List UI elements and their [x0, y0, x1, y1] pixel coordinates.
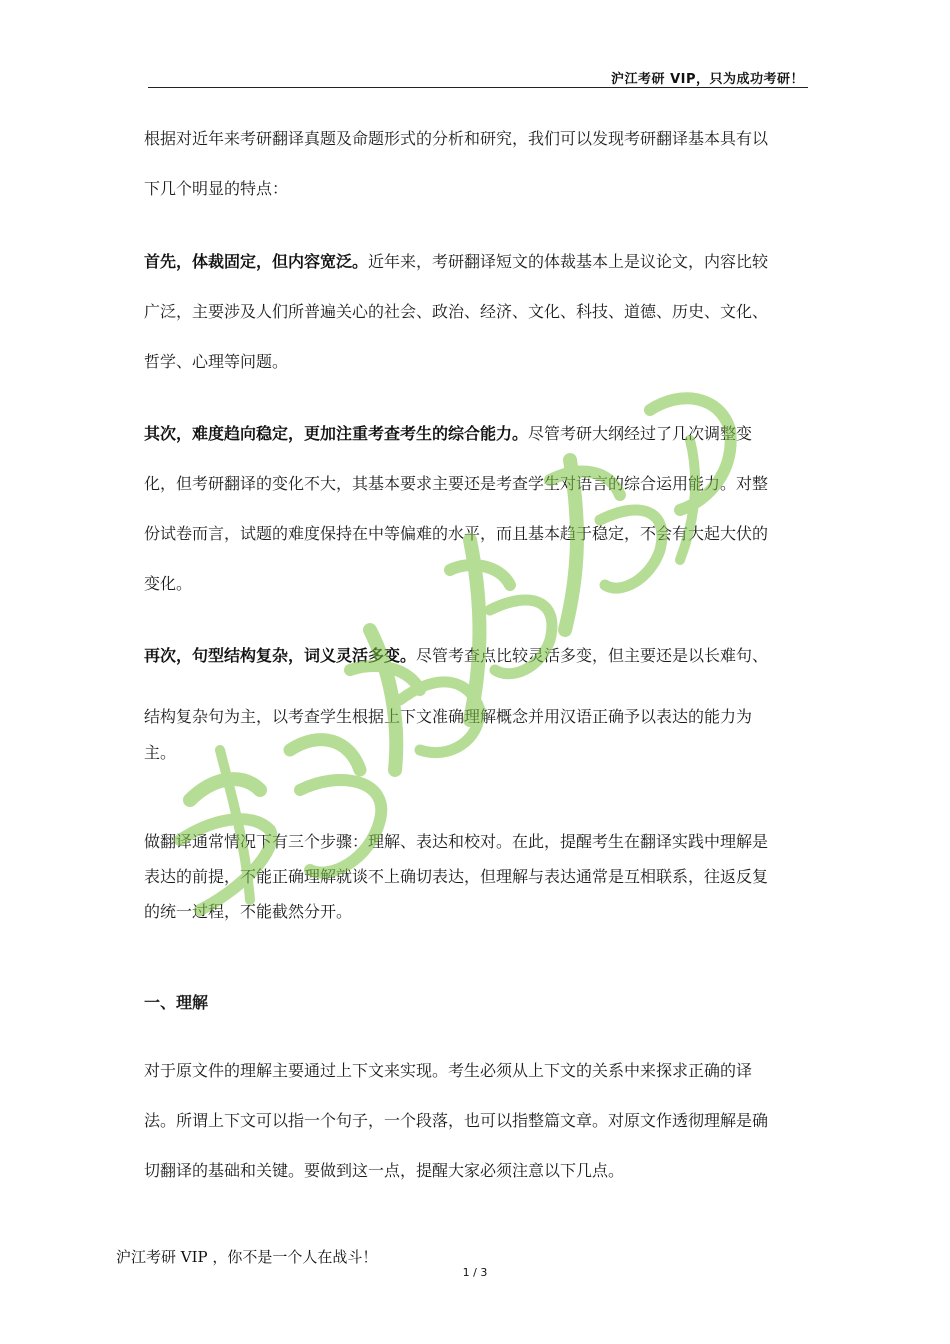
- intro-paragraph: [144, 128, 806, 228]
- steps-line-3: 的统一过程，不能截然分开。: [144, 902, 353, 921]
- point-2-line-2: 化，但考研翻译的变化不大，其基本要求主要还是考查学生对语言的综合运用能力。对整: [144, 474, 769, 493]
- point-2-line-1: [144, 423, 806, 473]
- point-1-bold: 首先，体裁固定，但内容宽泛。: [144, 252, 369, 271]
- footer-slogan: 沪江考研 VIP ，你不是一个人在战斗！: [116, 1248, 378, 1266]
- point-3-bold: 再次，句型结构复杂，词义灵活多变。: [144, 646, 417, 665]
- point-2-line-4: 变化。: [144, 574, 193, 593]
- section-1-paragraph: [144, 1060, 806, 1210]
- point-2-line-3: 份试卷而言，试题的难度保持在中等偏难的水平，而且基本趋于稳定，不会有大起大伏的: [144, 524, 769, 543]
- section-1-line-2: 法。所谓上下文可以指一个句子，一个段落，也可以指整篇文章。对原文作透彻理解是确: [144, 1111, 769, 1130]
- section-1-line-1: 对于原文件的理解主要通过上下文来实现。考生必须从上下文的关系中来探求正确的译: [144, 1061, 753, 1080]
- point-3-paragraph: [144, 645, 806, 792]
- section-1-line-3: 切翻译的基础和关键。要做到这一点，提醒大家必须注意以下几点。: [144, 1161, 625, 1180]
- point-1-line-3: 哲学、心理等问题。: [144, 352, 289, 371]
- point-2-bold: 其次，难度趋向稳定，更加注重考查考生的综合能力。: [144, 424, 529, 443]
- point-2-paragraph: [144, 423, 806, 623]
- steps-paragraph: [144, 831, 806, 936]
- point-1-line-2: 广泛，主要涉及人们所普遍关心的社会、政治、经济、文化、科技、道德、历史、文化、: [144, 302, 769, 321]
- point-1-paragraph: [144, 251, 806, 401]
- section-1-heading: 一、理解: [144, 993, 209, 1012]
- steps-line-2: 表达的前提，不能正确理解就谈不上确切表达，但理解与表达通常是互相联系，往返反复: [144, 867, 769, 886]
- header-title: 沪江考研 VIP，只为成功考研！: [611, 72, 804, 87]
- point-1-rest: 近年来，考研翻译短文的体裁基本上是议论文，内容比较: [368, 252, 769, 271]
- intro-line-2: 下几个明显的特点：: [144, 179, 289, 198]
- point-3-rest: 尽管考查点比较灵活多变，但主要还是以长难句、: [416, 646, 769, 665]
- header-divider: [148, 87, 808, 88]
- point-1-line-1: [144, 251, 806, 301]
- point-3-line-3: 主。: [144, 743, 177, 762]
- intro-line-1: 根据对近年来考研翻译真题及命题形式的分析和研究，我们可以发现考研翻译基本具有以: [144, 129, 769, 148]
- page-number: 1 / 3: [462, 1266, 488, 1279]
- steps-line-1: 做翻译通常情况下有三个步骤：理解、表达和校对。在此，提醒考生在翻译实践中理解是: [144, 832, 769, 851]
- point-2-rest: 尽管考研大纲经过了几次调整变: [528, 424, 753, 443]
- point-3-line-1: [144, 645, 806, 706]
- point-3-line-2: 结构复杂句为主，以考查学生根据上下文准确理解概念并用汉语正确予以表达的能力为: [144, 707, 753, 726]
